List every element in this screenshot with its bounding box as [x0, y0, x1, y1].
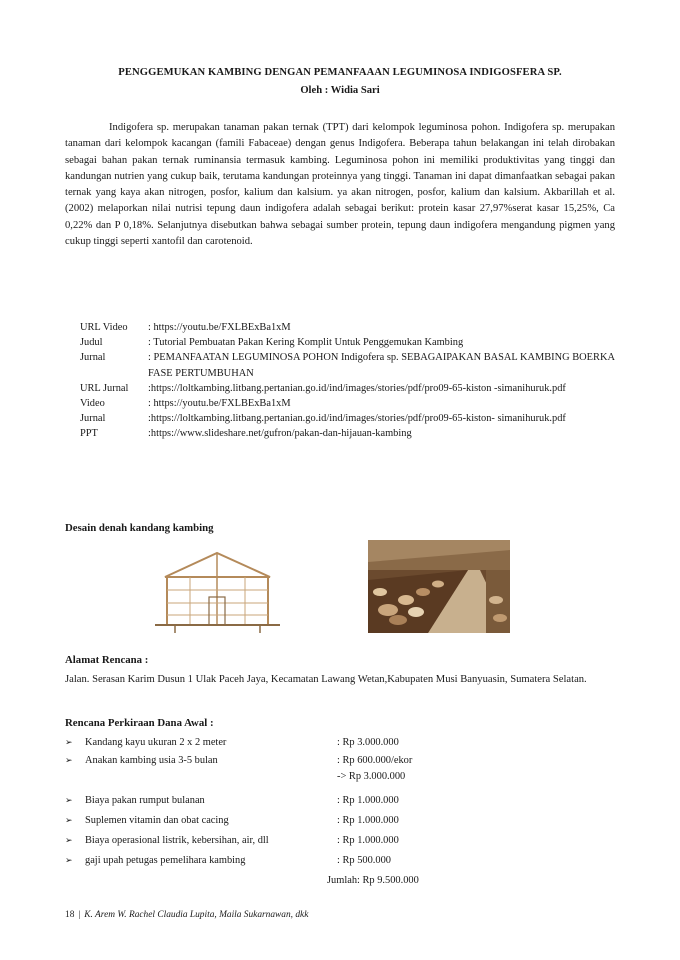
- arrow-bullet-icon: ➢: [65, 738, 73, 748]
- reference-item: [80, 381, 620, 396]
- reference-value: :https://loltkambing.litbang.pertanian.go.id/ind/images/stories/pdf/pro09-65-kiston -simanihuruk.pdf: [148, 382, 566, 394]
- reference-list: [80, 320, 620, 442]
- page-footer: [65, 910, 308, 920]
- budget-label: Biaya operasional listrik, kebersihan, air, dll: [85, 835, 269, 846]
- alamat-text: Jalan. Serasan Karim Dusun 1 Ulak Paceh Jaya, Kecamatan Lawang Wetan,Kabupaten Musi Banyuasin, Sumatera Selatan.: [65, 674, 587, 685]
- reference-value: : PEMANFAATAN LEGUMINOSA POHON Indigofera sp. SEBAGAIPAKAN BASAL KAMBING BOERKA FASE PERTUMBUHAN: [148, 352, 615, 379]
- budget-value: : Rp 1.000.000: [337, 835, 399, 846]
- reference-item: [80, 396, 620, 411]
- reference-item: [80, 350, 620, 380]
- budget-label: Anakan kambing usia 3-5 bulan: [85, 755, 218, 766]
- budget-label: gaji upah petugas pemelihara kambing: [85, 855, 246, 866]
- alamat-heading: Alamat Rencana :: [65, 654, 149, 666]
- reference-item: [80, 426, 620, 441]
- reference-item: [80, 411, 620, 426]
- goat-barn-photo-image: [368, 540, 510, 633]
- arrow-bullet-icon: ➢: [65, 856, 73, 866]
- arrow-bullet-icon: ➢: [65, 756, 73, 766]
- body-paragraph: Indigofera sp. merupakan tanaman pakan ternak (TPT) dari kelompok leguminosa pohon. Indigofera sp. merupakan tanaman dari kelompok kacangan (famili Fabaceae) dengan genus Indigofera. Beberapa tahun belakangan ini telah dirobakan sebagai bahan pakan ternak ruminansia termasuk kambing. Leguminosa pohon ini memiliki produktivitas yang tinggi dan kandungan nutrien yang cukup baik, terutama kandungan proteinnya yang tinggi. Tanaman ini dapat dimanfaatkan sebagai pakan ternak yang kaya akan nitrogen, posfor, kalium dan kalsium. ya akan nitrogen, posfor, kalium dan kalsium. Akbarillah et al. (2002) melaporkan nilai nutrisi tepung daun indigofera adalah sebagai berikut: protein kasar 27,97%serat kasar 15,25%, Ca 0,22% dan P 0,18%. Selanjutnya disebutkan bahwa sebagai sumber protein, tepung daun indigofera mengandung pigmen yang cukup tinggi seperti xantofil dan carotenoid.: [65, 122, 615, 248]
- reference-key: URL Video: [80, 322, 128, 333]
- reference-value: : Tutorial Pembuatan Pakan Kering Komplit Untuk Penggemukan Kambing: [148, 337, 464, 349]
- page-number: 18: [65, 910, 75, 920]
- reference-value: :https://loltkambing.litbang.pertanian.go.id/ind/images/stories/pdf/pro09-65-kiston- simanihuruk.pdf: [148, 413, 566, 425]
- budget-value: : Rp 600.000/ekor: [337, 755, 413, 766]
- budget-label: Suplemen vitamin dan obat cacing: [85, 815, 229, 826]
- budget-value: Jumlah: Rp 9.500.000: [327, 875, 419, 886]
- footer-authors: K. Arem W. Rachel Claudia Lupita, Maila Sukarnawan, dkk: [84, 910, 309, 920]
- reference-item: [80, 335, 620, 350]
- author-line: Oleh : Widia Sari: [300, 85, 380, 96]
- reference-item: [80, 320, 620, 335]
- document-title: PENGGEMUKAN KAMBING DENGAN PEMANFAAAN LEGUMINOSA INDIGOSFERA SP.: [118, 67, 562, 78]
- budget-value: : Rp 1.000.000: [337, 815, 399, 826]
- reference-key: Judul: [80, 337, 103, 349]
- reference-key: Jurnal: [80, 352, 106, 364]
- rencana-heading: Rencana Perkiraan Dana Awal :: [65, 717, 214, 729]
- arrow-bullet-icon: ➢: [65, 796, 73, 806]
- budget-value: -> Rp 3.000.000: [337, 771, 406, 782]
- budget-value: : Rp 3.000.000: [337, 737, 399, 748]
- footer-separator: |: [78, 910, 81, 920]
- reference-value: : https://youtu.be/FXLBExBa1xM: [148, 322, 291, 333]
- reference-value: : https://youtu.be/FXLBExBa1xM: [148, 398, 291, 410]
- budget-label: Kandang kayu ukuran 2 x 2 meter: [85, 737, 227, 748]
- reference-key: Jurnal: [80, 413, 106, 425]
- budget-value: : Rp 500.000: [337, 855, 391, 866]
- reference-key: PPT: [80, 428, 98, 440]
- reference-key: URL Jurnal: [80, 382, 129, 394]
- budget-label: Biaya pakan rumput bulanan: [85, 795, 205, 806]
- reference-key: Video: [80, 398, 105, 410]
- desain-heading: Desain denah kandang kambing: [65, 522, 214, 534]
- goat-pen-sketch-image: [145, 545, 290, 635]
- reference-value: :https://www.slideshare.net/gufron/pakan-dan-hijauan-kambing: [148, 428, 412, 440]
- arrow-bullet-icon: ➢: [65, 836, 73, 846]
- arrow-bullet-icon: ➢: [65, 816, 73, 826]
- budget-value: : Rp 1.000.000: [337, 795, 399, 806]
